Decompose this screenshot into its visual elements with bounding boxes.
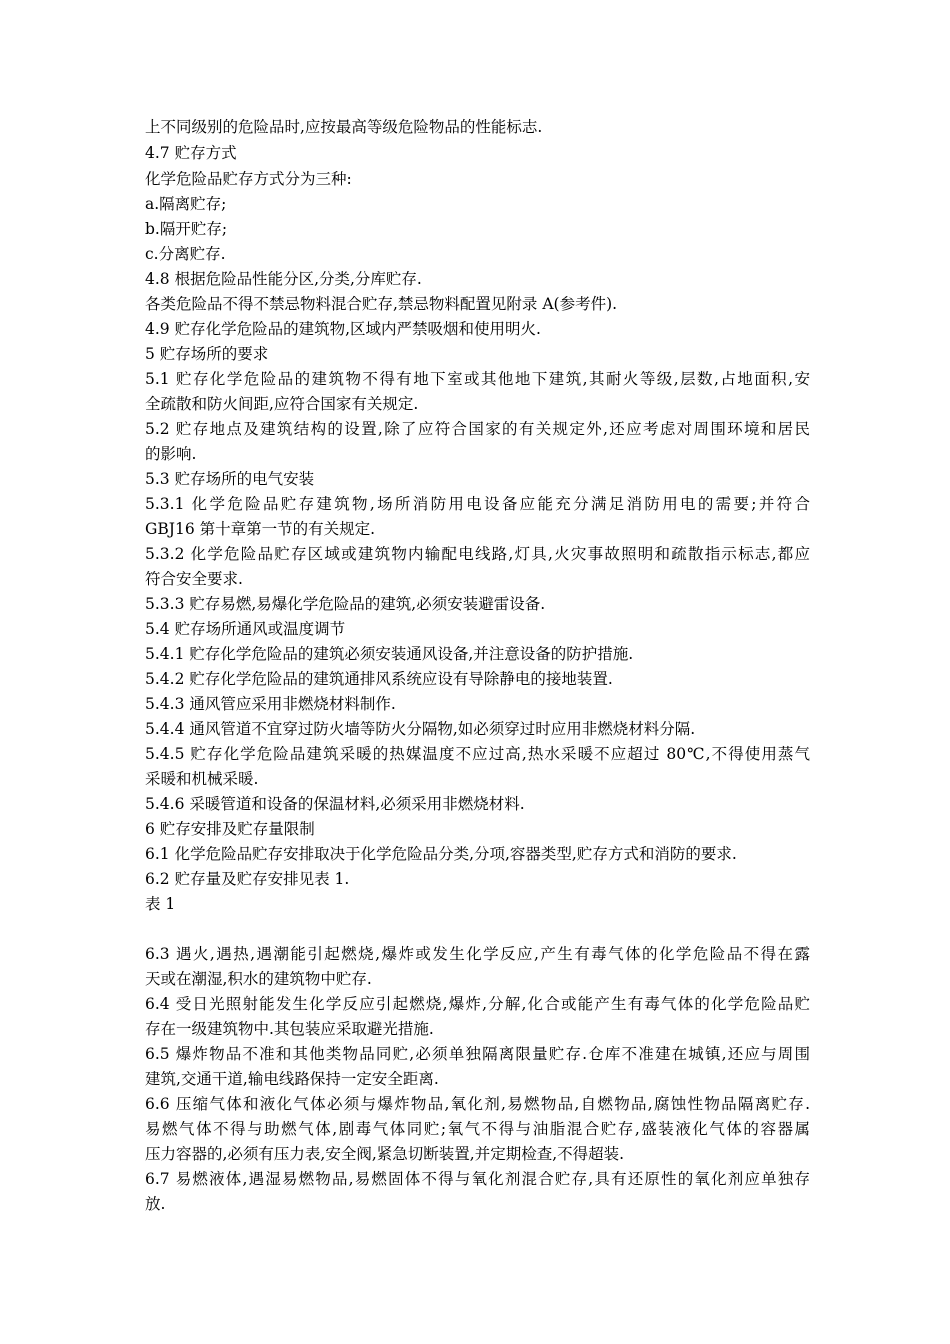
text-line: 5.4.2 贮存化学危险品的建筑通排风系统应设有导除静电的接地装置. (145, 670, 613, 688)
list-item: a.隔离贮存; (145, 195, 227, 213)
text-line: 上不同级别的危险品时,应按最高等级危险物品的性能标志. (145, 118, 543, 136)
text-line: 放. (145, 1195, 166, 1213)
section-heading: 4.7 贮存方式 (145, 144, 237, 162)
text-line: 符合安全要求. (145, 570, 243, 588)
text-line: 5.4.3 通风管应采用非燃烧材料制作. (145, 695, 396, 713)
section-heading: 6 贮存安排及贮存量限制 (145, 820, 315, 838)
text-line: 5.1 贮存化学危险品的建筑物不得有地下室或其他地下建筑,其耐火等级,层数,占地面积,安 (145, 370, 810, 388)
table-caption: 表 1 (145, 895, 176, 913)
text-line: 5.3.1 化学危险品贮存建筑物,场所消防用电设备应能充分满足消防用电的需要;并符合 (145, 495, 810, 513)
text-line: 5.4.1 贮存化学危险品的建筑必须安装通风设备,并注意设备的防护措施. (145, 645, 634, 663)
section-heading: 5.3 贮存场所的电气安装 (145, 470, 315, 488)
section-heading: 5.4 贮存场所通风或温度调节 (145, 620, 346, 638)
text-line: 化学危险品贮存方式分为三种: (145, 170, 352, 188)
text-line: 天或在潮湿,积水的建筑物中贮存. (145, 970, 372, 988)
text-line: 6.4 受日光照射能发生化学反应引起燃烧,爆炸,分解,化合或能产生有毒气体的化学危险品贮 (145, 995, 810, 1013)
text-line: 5.3.3 贮存易燃,易爆化学危险品的建筑,必须安装避雷设备. (145, 595, 546, 613)
text-line: 的影响. (145, 445, 197, 463)
text-line: 压力容器的,必须有压力表,安全阀,紧急切断装置,并定期检查,不得超装. (145, 1145, 625, 1163)
text-line: 4.9 贮存化学危险品的建筑物,区域内严禁吸烟和使用明火. (145, 320, 541, 338)
text-line: 6.6 压缩气体和液化气体必须与爆炸物品,氧化剂,易燃物品,自燃物品,腐蚀性物品隔离贮存. (145, 1095, 810, 1113)
text-line: 5.4.5 贮存化学危险品建筑采暖的热媒温度不应过高,热水采暖不应超过 80℃,不得使用蒸气 (145, 745, 810, 763)
text-line: 6.3 遇火,遇热,遇潮能引起燃烧,爆炸或发生化学反应,产生有毒气体的化学危险品不得在露 (145, 945, 810, 963)
section-heading: 5 贮存场所的要求 (145, 345, 269, 363)
text-line: 全疏散和防火间距,应符合国家有关规定. (145, 395, 419, 413)
text-line: 6.7 易燃液体,遇湿易燃物品,易燃固体不得与氧化剂混合贮存,具有还原性的氧化剂应单独存 (145, 1170, 810, 1188)
list-item: c.分离贮存. (145, 245, 226, 263)
text-line: 采暖和机械采暖. (145, 770, 259, 788)
text-line: 各类危险品不得不禁忌物料混合贮存,禁忌物料配置见附录 A(参考件). (145, 295, 618, 313)
list-item: b.隔开贮存; (145, 220, 228, 238)
text-line: 存在一级建筑物中.其包装应采取避光措施. (145, 1020, 434, 1038)
text-line: 4.8 根据危险品性能分区,分类,分库贮存. (145, 270, 422, 288)
text-line: GBJ16 第十章第一节的有关规定. (145, 520, 376, 538)
text-line: 易燃气体不得与助燃气体,剧毒气体同贮;氧气不得与油脂混合贮存,盛装液化气体的容器属 (145, 1120, 810, 1138)
text-line: 建筑,交通干道,输电线路保持一定安全距离. (145, 1070, 439, 1088)
text-line: 6.1 化学危险品贮存安排取决于化学危险品分类,分项,容器类型,贮存方式和消防的要求. (145, 845, 737, 863)
text-line: 5.3.2 化学危险品贮存区域或建筑物内输配电线路,灯具,火灾事故照明和疏散指示标志,都应 (145, 545, 810, 563)
text-line: 6.5 爆炸物品不准和其他类物品同贮,必须单独隔离限量贮存.仓库不准建在城镇,还应与周围 (145, 1045, 810, 1063)
text-line: 6.2 贮存量及贮存安排见表 1. (145, 870, 350, 888)
text-line: 5.4.4 通风管道不宜穿过防火墙等防火分隔物,如必须穿过时应用非燃烧材料分隔. (145, 720, 696, 738)
text-line: 5.4.6 采暖管道和设备的保温材料,必须采用非燃烧材料. (145, 795, 525, 813)
text-line: 5.2 贮存地点及建筑结构的设置,除了应符合国家的有关规定外,还应考虑对周围环境和居民 (145, 420, 810, 438)
